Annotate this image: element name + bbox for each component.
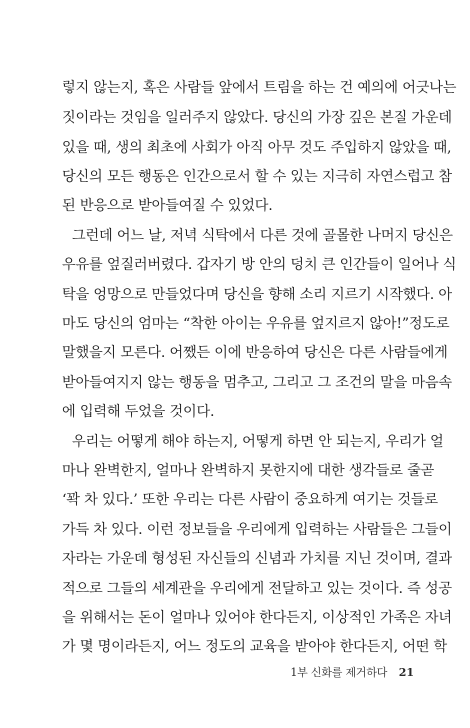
chapter-title: 1부 신화를 제거하다 bbox=[290, 666, 388, 679]
text-line: 말했을지 모른다. 어쨌든 이에 반응하여 당신은 다른 사람들에게 bbox=[62, 345, 448, 361]
text-line: 자라는 가운데 형성된 자신들의 신념과 가치를 지닌 것이며, 결과 bbox=[62, 551, 452, 567]
text-line: 있을 때, 생의 최초에 사회가 아직 아무 것도 주입하지 않았을 때, bbox=[62, 140, 452, 156]
text-line: 마도 당신의 엄마는 “착한 아이는 우유를 엎지르지 않아!”정도로 bbox=[62, 316, 450, 332]
text-line: 에 입력해 두었을 것이다. bbox=[62, 404, 215, 420]
text-line: 렇지 않는지, 혹은 사람들 앞에서 트림을 하는 건 예의에 어긋나는 bbox=[62, 80, 457, 96]
text-line: 우리는 어떻게 해야 하는지, 어떻게 하면 안 되는지, 우리가 얼 bbox=[72, 434, 444, 450]
page-number: 21 bbox=[398, 666, 414, 679]
page-footer bbox=[290, 666, 414, 680]
text-line: 마나 완벽한지, 얼마나 완벽하지 못한지에 대한 생각들로 줄곧 bbox=[62, 463, 435, 479]
text-line: 탁을 엉망으로 만들었다며 당신을 향해 소리 지르기 시작했다. 아 bbox=[62, 287, 452, 303]
text-line: 가 몇 명이라든지, 어느 정도의 교육을 받아야 한다든지, 어떤 학 bbox=[62, 639, 448, 655]
text-line: 가득 차 있다. 이런 정보들을 우리에게 입력하는 사람들은 그들이 bbox=[62, 522, 452, 538]
text-line: 우유를 엎질러버렸다. 갑자기 방 안의 덩치 큰 인간들이 일어나 식 bbox=[62, 257, 457, 273]
text-line: 적으로 그들의 세계관을 우리에게 전달하고 있는 것이다. 즉 성공 bbox=[62, 581, 452, 597]
text-line: 받아들여지지 않는 행동을 멈추고, 그리고 그 조건의 말을 마음속 bbox=[62, 375, 452, 391]
text-line: 을 위해서는 돈이 얼마나 있어야 한다든지, 이상적인 가족은 자녀 bbox=[62, 610, 452, 626]
text-line: 당신의 모든 행동은 인간으로서 할 수 있는 지극히 자연스럽고 참 bbox=[62, 169, 452, 185]
text-line: 짓이라는 것임을 일러주지 않았다. 당신의 가장 깊은 본질 가운데 bbox=[62, 110, 452, 126]
text-line: ‘꽉 차 있다.’ 또한 우리는 다른 사람이 중요하게 여기는 것들로 bbox=[62, 492, 438, 508]
text-line: 된 반응으로 받아들여질 수 있었다. bbox=[62, 198, 273, 214]
text-line: 그런데 어느 날, 저녁 식탁에서 다른 것에 골몰한 나머지 당신은 bbox=[72, 228, 453, 244]
